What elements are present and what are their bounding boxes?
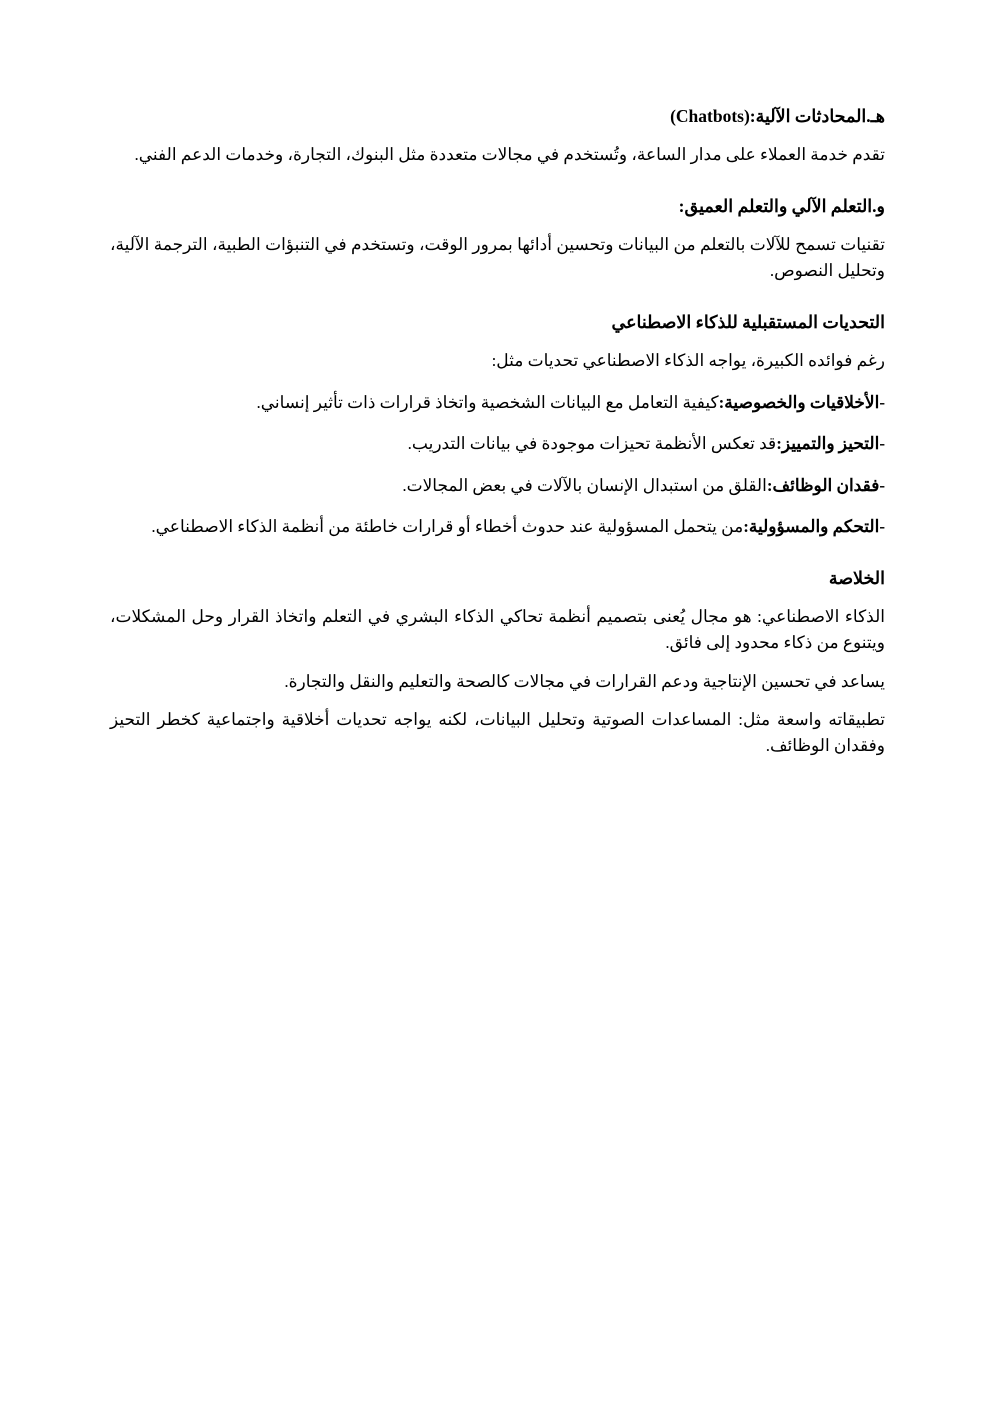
paragraph-chatbots-body: تقدم خدمة العملاء على مدار الساعة، وتُستخدم في مجالات متعددة مثل البنوك، التجارة، وخدمات الدعم الفني. [134,145,885,165]
list-item-lead: -فقدان الوظائف: [766,475,885,495]
list-item [110,390,885,416]
paragraph-challenges-intro: رغم فوائده الكبيرة، يواجه الذكاء الاصطناعي تحديات مثل: [491,350,885,370]
heading-future-challenges: التحديات المستقبلية للذكاء الاصطناعي [611,311,885,332]
list-item-text: قد تعكس الأنظمة تحيزات موجودة في بيانات التدريب. [407,434,777,454]
spacer [110,168,885,176]
list-item-text: من يتحمل المسؤولية عند حدوث أخطاء أو قرارات خاطئة من أنظمة الذكاء الاصطناعي. [151,517,744,537]
paragraph-summary-benefits: يساعد في تحسين الإنتاجية ودعم القرارات في مجالات كالصحة والتعليم والنقل والتجارة. [284,671,885,691]
paragraph-summary-applications: تطبيقاته واسعة مثل: المساعدات الصوتية وتحليل البيانات، لكنه يواجه تحديات أخلاقية واجتماعية كخطر التحيز وفقدان الوظائف. [110,710,885,756]
paragraph-summary-definition: الذكاء الاصطناعي: هو مجال يُعنى بتصميم أنظمة تحاكي الذكاء البشري في التعلم واتخاذ القرار وحل المشكلات، ويتنوع من ذكاء محدود إلى فائق. [110,606,885,652]
list-item [110,473,885,499]
list-item-text: القلق من استبدال الإنسان بالآلات في بعض المجالات. [402,475,767,495]
list-item-lead: -التحيز والتمييز: [776,434,885,454]
list-item [110,514,885,540]
heading-machine-learning: و.التعلم الآلي والتعلم العميق: [678,195,885,216]
heading-summary: الخلاصة [828,567,885,588]
paragraph-machine-learning-body: تقنيات تسمح للآلات بالتعلم من البيانات وتحسين أدائها بمرور الوقت، وتستخدم في التنبؤات الطبية، الترجمة الآلية، وتحليل النصوص. [110,235,885,280]
spacer [110,284,885,292]
heading-chatbots: هـ.المحادثات الآلية:(Chatbots) [670,106,885,126]
list-item-lead: -الأخلاقيات والخصوصية: [718,392,885,412]
spacer [110,540,885,548]
list-item-lead: -التحكم والمسؤولية: [743,517,885,537]
list-item-text: كيفية التعامل مع البيانات الشخصية واتخاذ قرارات ذات تأثير إنساني. [256,392,719,412]
document-content [110,104,885,759]
list-item [110,431,885,457]
